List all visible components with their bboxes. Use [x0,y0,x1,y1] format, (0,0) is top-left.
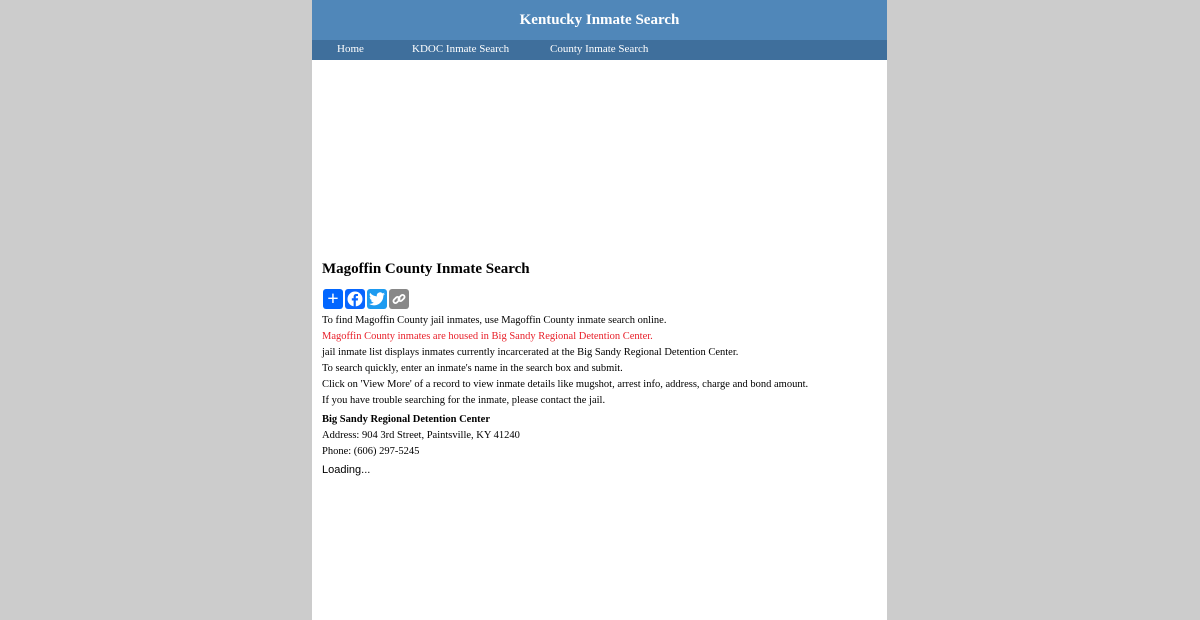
paragraph: Click on 'View More' of a record to view inmate details like mugshot, arrest info, address, charge and bond amount. [322,379,809,390]
paragraph: If you have trouble searching for the inmate, please contact the jail. [322,395,606,406]
twitter-icon[interactable] [367,289,387,309]
nav-bar [312,40,887,60]
paragraph: To find Magoffin County jail inmates, use Magoffin County inmate search online. [322,315,667,326]
nav-county-inmate-search[interactable]: County Inmate Search [550,43,649,55]
facility-phone: Phone: (606) 297-5245 [322,446,420,457]
facility-name: Big Sandy Regional Detention Center [322,414,490,425]
page-title: Magoffin County Inmate Search [322,261,530,277]
paragraph: jail inmate list displays inmates currently incarcerated at the Big Sandy Regional Detention Center. [322,347,739,358]
facebook-icon[interactable] [345,289,365,309]
loading-status: Loading... [322,464,371,476]
intro-text [322,313,808,478]
share-buttons [323,289,409,309]
facility-address: Address: 904 3rd Street, Paintsville, KY 41240 [322,430,520,441]
add-icon[interactable]: + [323,289,343,309]
nav-kdoc-inmate-search[interactable]: KDOC Inmate Search [412,43,510,55]
nav-home[interactable]: Home [337,43,364,55]
housing-notice: Magoffin County inmates are housed in Big Sandy Regional Detention Center. [322,331,653,342]
page [312,0,887,620]
site-header: Kentucky Inmate Search [312,0,887,40]
paragraph: To search quickly, enter an inmate's name in the search box and submit. [322,363,623,374]
link-icon[interactable] [389,289,409,309]
